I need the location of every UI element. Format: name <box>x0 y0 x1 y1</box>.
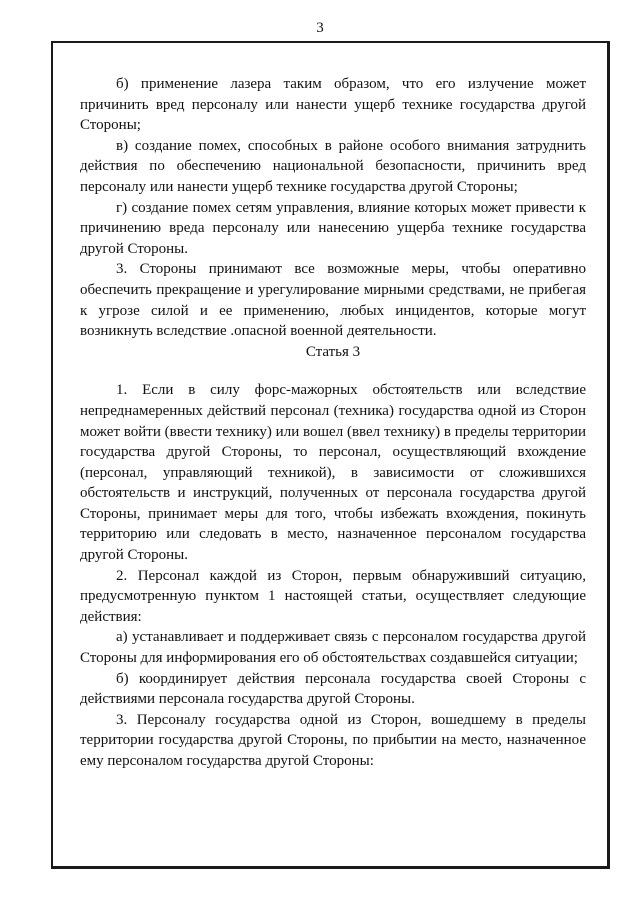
page-number: 3 <box>316 20 324 36</box>
paragraph-a-communication: а) устанавливает и поддерживает связь с персоналом государства другой Стороны для информирования его об обстоятельствах создавшейся ситуации; <box>80 629 586 667</box>
paragraph-v-interference: в) создание помех, способных в районе особого внимания затруднить действия по обеспечению национальной безопасности, причинить вред персоналу или нанести ущерб технике государства другой Стороны; <box>80 137 586 195</box>
paragraph-3-arrival: 3. Персоналу государства одной из Сторон, вошедшему в пределы территории государства другой Стороны, по прибытии на место, назначенное ему персоналом государства другой Стороны: <box>80 711 586 769</box>
paragraph-g-control-networks: г) создание помех сетям управления, влияние которых может привести к причинению вреда персоналу или нанесению ущерба технике государства другой Стороны. <box>80 199 586 257</box>
paragraph-3-measures: 3. Стороны принимают все возможные меры, чтобы оперативно обеспечить прекращение и урегулирование мирными средствами, не прибегая к угрозе силой и ее применению, любых инцидентов, которые могут возникнуть вследствие .опасной военной деятельности. <box>80 261 586 340</box>
paragraph-b-laser: б) применение лазера таким образом, что его излучение может причинить вред персоналу или нанести ущерб технике государства другой Стороны; <box>80 76 586 134</box>
paragraph-1-force-majeure: 1. Если в силу форс-мажорных обстоятельств или вследствие непреднамеренных действий персонал (техника) государства одной из Сторон может войти (ввести технику) или вошел (ввел технику) в пределы территории государства другой Стороны, то персонал, осуществляющий вхождение (персонал, управляющий техникой), в зависимости от сложившихся обстоятельств и инструкций, полученных от персонала государства другой Стороны, принимает меры для того, чтобы избежать вхождения, покинуть территорию или следовать в место, назначенное персоналом государства другой Стороны. <box>80 382 586 564</box>
article-heading: Статья 3 <box>305 343 361 360</box>
paragraph-b-coordination: б) координирует действия персонала государства своей Стороны с действиями персонала государства другой Стороны. <box>80 670 586 708</box>
document-body <box>80 74 586 772</box>
paragraph-2-personnel-actions: 2. Персонал каждой из Сторон, первым обнаруживший ситуацию, предусмотренную пунктом 1 настоящей статьи, осуществляет следующие действия: <box>80 567 586 625</box>
